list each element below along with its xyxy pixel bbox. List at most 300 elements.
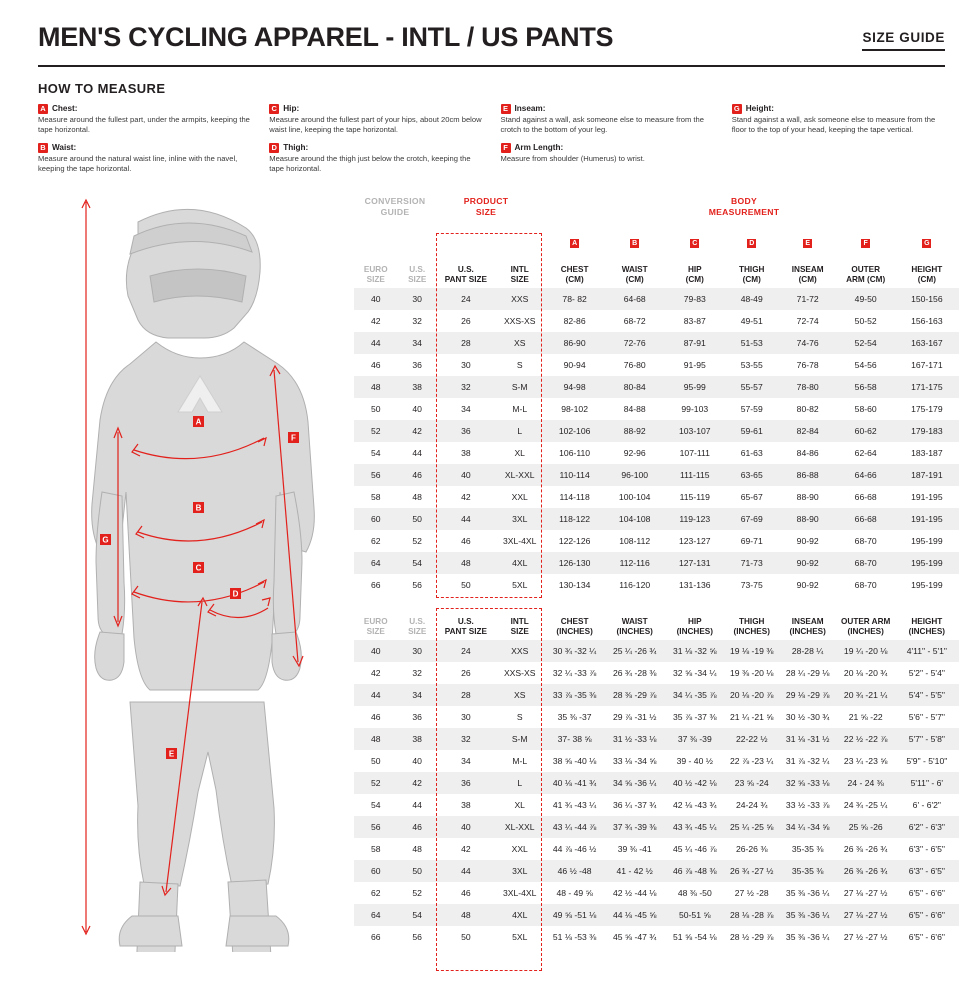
how-to-measure-heading: HOW TO MEASURE (38, 81, 166, 96)
table-cell: 60 (354, 860, 398, 882)
measure-label-thigh: Thigh: (283, 142, 309, 152)
table-cell: 52-54 (837, 332, 895, 354)
table-cell: 5'4" - 5'5" (895, 684, 959, 706)
letter-badge-c: C (269, 104, 279, 114)
table-cell: 48 (437, 904, 495, 926)
table-cell: 6' - 6'2" (912, 799, 941, 810)
table-row (354, 552, 959, 574)
col-intl-size: INTL SIZE (510, 265, 529, 285)
table-cell: S-M (495, 376, 545, 398)
table-cell: 71-73 (725, 552, 779, 574)
table-cell: 28 (437, 684, 495, 706)
table-cell: 96-100 (605, 464, 665, 486)
table-cell: 50 (370, 755, 381, 766)
size-tables (350, 192, 959, 957)
table-cell: XS (495, 332, 545, 354)
table-cell: 58-60 (854, 403, 877, 414)
table-cell: 67-69 (725, 508, 779, 530)
table-cell: 26 (461, 315, 471, 326)
size-guide-label: SIZE GUIDE (862, 30, 945, 51)
table-cell: 41 - 42 ½ (605, 860, 665, 882)
table-row (354, 926, 959, 948)
table-cell: 66-68 (837, 508, 895, 530)
table-cell: 50-51 ⅝ (665, 904, 725, 926)
col-chest-cm: CHEST (CM) (560, 265, 589, 285)
table-cell: 106-110 (559, 447, 591, 458)
table-cell: 56-58 (837, 376, 895, 398)
table-cell: 95-99 (665, 376, 725, 398)
svg-text:F: F (291, 433, 296, 443)
table-cell: 90-92 (779, 552, 837, 574)
table-cell: 123-127 (679, 535, 711, 546)
col-outer-arm-cm: OUTER ARM (CM) (846, 265, 886, 285)
letter-badge-f: F (501, 143, 511, 153)
table-cell: 150-156 (895, 288, 959, 310)
table-cell: 37 ⅜ -39 (665, 728, 725, 750)
table-cell: 42 (461, 843, 471, 854)
table-row (354, 442, 959, 464)
col-waist-cm: WAIST (CM) (621, 265, 648, 285)
table-cell: 156-163 (911, 315, 943, 326)
table-cell: 27 ⅛ -27 ½ (843, 887, 888, 898)
table-cell: 5XL (512, 931, 528, 942)
table-cell: 37 ¾ -39 ⅜ (605, 816, 665, 838)
table-cell: 28 (437, 332, 495, 354)
table-cell: 45 ¼ -46 ⅞ (673, 843, 717, 854)
table-cell: 40 ⅛ -41 ¾ (545, 772, 605, 794)
table-cell: 33 ⅞ -35 ⅜ (545, 684, 605, 706)
table-cell: 30 (461, 359, 471, 370)
measure-item-chest (38, 104, 251, 136)
table-cell: 46 (461, 887, 471, 898)
table-cell: 39 ⅜ -41 (617, 843, 652, 854)
table-cell: 130-134 (558, 579, 591, 590)
table-cell: XXL (511, 843, 528, 854)
table-row (354, 816, 959, 838)
table-cell: 36 (437, 420, 495, 442)
table-cell: 57-59 (740, 403, 763, 414)
col-badge-b: B (632, 240, 638, 248)
table-cell: 72-76 (605, 332, 665, 354)
table-cell: 102-106 (545, 420, 605, 442)
table-cell: 62 (370, 887, 381, 898)
col-badge-d: D (749, 240, 755, 248)
table-cell: 56 (354, 464, 398, 486)
table-row (354, 772, 959, 794)
table-cell: 42 (461, 491, 471, 502)
table-cell: 6'5" - 6'6" (908, 931, 945, 942)
table-cell: 68-70 (854, 579, 877, 590)
page-header (0, 0, 979, 61)
table-cell: L (495, 420, 545, 442)
table-cell: 111-115 (665, 464, 725, 486)
table-cell: 44 (437, 860, 495, 882)
table-row (354, 310, 959, 332)
svg-text:B: B (195, 503, 202, 513)
table-cell: 35 ⅜ -37 (557, 711, 592, 722)
table-cell: 24 (437, 288, 495, 310)
table-cell: 35 ⅞ -37 ⅜ (673, 711, 717, 722)
table-cell: 62-64 (854, 447, 877, 458)
table-cell: 48 (412, 491, 422, 502)
col-intl-size-in: INTL SIZE (510, 617, 529, 637)
table-cell: 86-88 (779, 464, 837, 486)
col-badge-e: E (803, 239, 812, 248)
table-cm-wrapper (354, 232, 959, 596)
table-cell: S (516, 359, 523, 370)
table-cell: 33 ⅛ -34 ⅝ (612, 755, 657, 766)
table-cell: 58 (370, 843, 381, 854)
table-row (354, 904, 959, 926)
col-inseam-in: INSEAM (INCHES) (789, 617, 826, 637)
table-cell: 52 (412, 535, 422, 546)
table-cell: 94-98 (545, 376, 605, 398)
table-cell: 6'3" - 6'5" (895, 860, 959, 882)
table-cell: 79-83 (665, 288, 725, 310)
table-cell: XXS-XS (503, 315, 536, 326)
table-row (354, 486, 959, 508)
table-cell: 35-35 ⅜ (791, 843, 824, 854)
table-cell: XXS (495, 288, 545, 310)
table-cell: 26 ¾ -28 ⅜ (612, 667, 657, 678)
table-cell: 46 (461, 535, 471, 546)
table-cell: 44 (412, 447, 422, 458)
table-cell: 32 ¼ -33 ⅞ (552, 667, 597, 678)
table-cell: 87-91 (665, 332, 725, 354)
table-cell: 26 ⅜ -26 ¾ (837, 860, 895, 882)
table-cell: 61-63 (740, 447, 763, 458)
table-cell: 5'9" - 5'10" (906, 755, 948, 766)
table-cell: 27 ⅛ -27 ½ (837, 904, 895, 926)
table-cell: 46 (398, 816, 437, 838)
table-cell: 4XL (495, 904, 545, 926)
table-cell: 48 ⅜ -50 (677, 887, 712, 898)
table-cell: XL (514, 447, 525, 458)
table-cell: 29 ⅞ -31 ½ (612, 711, 657, 722)
table-cell: 48 (354, 728, 398, 750)
table-cell: 66-68 (854, 491, 877, 502)
table-cell: 25 ¼ -26 ¾ (605, 640, 665, 662)
table-cell: S (516, 711, 523, 722)
col-waist-in: WAIST (INCHES) (616, 617, 653, 637)
table-cell: 22-22 ½ (725, 728, 779, 750)
table-cell: 82-86 (563, 315, 586, 326)
table-cell: 36 (412, 711, 422, 722)
table-cell: 32 (437, 376, 495, 398)
table-cell: 60 (354, 508, 398, 530)
measure-text-chest: Measure around the fullest part, under the armpits, keeping the tape horizontal. (38, 115, 250, 135)
table-row (354, 464, 959, 486)
table-cell: 24 - 24 ⅜ (837, 772, 895, 794)
size-table-inches (354, 606, 959, 948)
table-cell: 44 (354, 332, 398, 354)
table-cell: 19 ⅜ -20 ⅛ (730, 667, 774, 678)
table-cell: 83-87 (683, 315, 706, 326)
svg-text:E: E (168, 749, 175, 759)
table-cell: 103-107 (665, 420, 725, 442)
table-cell: 19 ⅛ -19 ⅜ (725, 640, 779, 662)
table-cell: L (495, 772, 545, 794)
table-cell: 107-111 (679, 447, 710, 458)
table-cell: 78- 82 (545, 288, 605, 310)
table-cell: 64 (354, 904, 398, 926)
table-cell: 20 ⅛ -20 ⅞ (725, 684, 779, 706)
table-cell: 68-70 (854, 535, 877, 546)
measure-item-arm-length (501, 143, 714, 164)
table-cell: 58 (370, 491, 381, 502)
col-height-cm: HEIGHT (CM) (911, 265, 943, 285)
table-cell: 119-123 (665, 508, 725, 530)
table-cell: 49 ⅝ -51 ⅛ (545, 904, 605, 926)
table-cell: 42 ⅛ -43 ¾ (673, 799, 717, 810)
table-cell: 195-199 (911, 579, 943, 590)
table-row (354, 530, 959, 552)
table-cell: 42 (370, 667, 381, 678)
table-cell: 110-114 (545, 464, 605, 486)
table-cell: 46 (370, 711, 381, 722)
table-cell: 76-80 (623, 359, 646, 370)
table-cell: 43 ¾ -45 ¼ (665, 816, 725, 838)
letter-badge-e: E (501, 104, 511, 114)
table-cell: 43 ¼ -44 ⅞ (545, 816, 605, 838)
measure-text-inseam: Stand against a wall, ask someone else to measure from the crotch to the bottom of your leg. (500, 115, 704, 135)
table-cell: 69-71 (740, 535, 763, 546)
table-row (354, 288, 959, 310)
measure-column-2 (269, 104, 482, 182)
table-row (354, 794, 959, 816)
group-header-product-size: PRODUCT SIZE (463, 195, 509, 217)
table-cell: 72-74 (796, 315, 819, 326)
measure-item-height (732, 104, 945, 136)
col-thigh-cm: THIGH (CM) (739, 265, 765, 285)
table-cell: 48 - 49 ⅝ (556, 887, 593, 898)
table-row (354, 684, 959, 706)
table-cell: 36 (437, 772, 495, 794)
table-cell: 28 ⅜ -29 ⅞ (605, 684, 665, 706)
table-row (354, 398, 959, 420)
table-cell: 42 (370, 315, 381, 326)
table-cell: 104-108 (605, 508, 665, 530)
table-cell: 34 (461, 403, 471, 414)
table-cell: 26 ¾ -27 ½ (725, 860, 779, 882)
table-cell: 42 (398, 420, 437, 442)
measure-item-inseam (501, 104, 714, 136)
table-cell: 65-67 (740, 491, 763, 502)
table-cell: 30 ¾ -32 ¼ (545, 640, 605, 662)
table-row (354, 882, 959, 904)
table-cell: 175-179 (911, 403, 943, 414)
table-row (354, 574, 959, 596)
table-cell: 44 (437, 508, 495, 530)
table-cell: 46 (370, 359, 381, 370)
col-us-size: U.S. SIZE (408, 265, 427, 285)
table-cell: 4XL (495, 552, 545, 574)
table-cell: 40 (437, 816, 495, 838)
table-cell: 56 (412, 931, 422, 942)
table-cell: 31 ⅛ -31 ½ (779, 728, 837, 750)
table-cell: 90-94 (563, 359, 586, 370)
table-cell: 35 ⅜ -36 ¼ (779, 904, 837, 926)
table-cell: 35 ⅜ -36 ¼ (785, 931, 830, 942)
table-cell: 54 (370, 799, 381, 810)
col-hip-cm: HIP (CM) (685, 265, 704, 285)
table-cell: 38 (461, 447, 471, 458)
table-cell: 30 ½ -30 ¾ (785, 711, 830, 722)
table-cell: 6'3" - 6'5" (908, 843, 945, 854)
table-cell: 25 ¼ -25 ⅝ (725, 816, 779, 838)
table-cell: 48 (354, 376, 398, 398)
table-cell: 24 (437, 640, 495, 662)
table-cell: 5'7" - 5'8" (895, 728, 959, 750)
table-cell: 40 ½ -42 ⅛ (665, 772, 725, 794)
table-cell: 46 (398, 464, 437, 486)
letter-badge-row (354, 232, 959, 254)
table-cell: XS (495, 684, 545, 706)
table-cell: 24 ¾ -25 ¼ (843, 799, 888, 810)
how-to-measure-list (0, 104, 979, 182)
table-cell: 31 ⅛ -32 ⅝ (665, 640, 725, 662)
group-header-body-measurement: BODY MEASUREMENT (708, 195, 780, 217)
table-row (354, 376, 959, 398)
table-cell: 51 ⅛ -53 ⅜ (552, 931, 597, 942)
table-cell: 126-130 (545, 552, 605, 574)
table-cell: 46 ⅞ -48 ⅜ (665, 860, 725, 882)
table-cell: 55-57 (725, 376, 779, 398)
table-row (354, 640, 959, 662)
letter-badge-d: D (269, 143, 279, 153)
col-hip-in: HIP (INCHES) (676, 617, 713, 637)
table-cell: 68-72 (623, 315, 646, 326)
table-cell: XL-XXL (495, 464, 545, 486)
table-group-headers (354, 192, 959, 232)
measure-item-thigh (269, 143, 482, 175)
col-us-pant-size-in: U.S. PANT SIZE (444, 617, 487, 637)
measure-label-waist: Waist: (52, 142, 77, 152)
table-cell: 32 (437, 728, 495, 750)
table-cell: 5XL (512, 579, 528, 590)
table-cell: 191-195 (911, 491, 943, 502)
table-cell: XXL (511, 491, 528, 502)
table-cell: 88-92 (605, 420, 665, 442)
table-cell: 3XL-4XL (502, 887, 537, 898)
col-badge-g: G (924, 240, 930, 248)
table-cell: 36 ¼ -37 ¾ (612, 799, 657, 810)
table-cell: 100-104 (618, 491, 651, 502)
group-header-conversion: CONVERSION GUIDE (364, 195, 426, 217)
table-cell: 50 (398, 860, 437, 882)
table-cell: 50-52 (854, 315, 877, 326)
table-row (354, 508, 959, 530)
table-cell: 31 ½ -33 ⅛ (605, 728, 665, 750)
table-cell: 34 (461, 755, 471, 766)
table-cell: 62 (370, 535, 381, 546)
table-cell: 50 (398, 508, 437, 530)
measure-text-arm-length: Measure from shoulder (Humerus) to wrist. (500, 153, 645, 163)
main-content (0, 182, 979, 957)
table-cell: 34 (398, 332, 437, 354)
table-cell: 167-171 (911, 359, 943, 370)
letter-badge-g: G (732, 104, 742, 114)
table-cell: 26-26 ⅜ (735, 843, 768, 854)
table-cell: 40 (412, 755, 422, 766)
table-row (354, 728, 959, 750)
table-row (354, 706, 959, 728)
table-cell: 88-90 (779, 508, 837, 530)
table-cell: XL-XXL (495, 816, 545, 838)
table-cell: 38 ⅝ -40 ⅛ (552, 755, 597, 766)
table-cell: 20 ¾ -21 ¼ (837, 684, 895, 706)
table-cell: 34 ¼ -34 ⅝ (779, 816, 837, 838)
table-cell: 5'6" - 5'7" (908, 711, 945, 722)
rider-illustration (38, 192, 358, 952)
measure-text-waist: Measure around the natural waist line, inline with the navel, keeping the tape horizontal. (38, 153, 238, 174)
table-cell: 44 ⅛ -45 ⅝ (605, 904, 665, 926)
measure-text-height: Stand against a wall, ask someone else to measure from the floor to the top of your head, keeping the tape vertical. (731, 115, 936, 135)
table-cell: 60-62 (837, 420, 895, 442)
table-cell: 51 ⅝ -54 ⅛ (673, 931, 717, 942)
table-cell: 32 (412, 667, 422, 678)
measurement-figure (20, 192, 350, 957)
table-cell: M-L (512, 755, 528, 766)
table-cell: 86-90 (545, 332, 605, 354)
table-cell: XXS (495, 640, 545, 662)
table-cell: M-L (512, 403, 528, 414)
header-divider (38, 65, 945, 67)
table-cell: XXS-XS (503, 667, 536, 678)
table-cell: 118-122 (545, 508, 605, 530)
table-cell: 44 (354, 684, 398, 706)
table-cell: 45 ⅝ -47 ¾ (612, 931, 657, 942)
svg-text:G: G (102, 535, 109, 545)
table-cell: 29 ⅛ -29 ⅞ (779, 684, 837, 706)
measure-label-inseam: Inseam: (514, 103, 546, 113)
table-cell: 38 (398, 376, 437, 398)
table-cell: 26 ⅜ -26 ¾ (843, 843, 888, 854)
page-title: MEN'S CYCLING APPAREL - INTL / US PANTS (38, 22, 614, 52)
table-cell: 30 (398, 640, 437, 662)
table-cell: 191-195 (895, 508, 959, 530)
table-cell: 3XL (495, 508, 545, 530)
table-cell: 37- 38 ⅝ (545, 728, 605, 750)
table-row (354, 750, 959, 772)
table-cell: 28 ½ -29 ⅞ (730, 931, 774, 942)
table-cell: 34 (398, 684, 437, 706)
col-euro-size: EURO SIZE (363, 265, 388, 285)
table-cell: 73-75 (740, 579, 763, 590)
table-cell: 183-187 (911, 447, 943, 458)
table-cell: 26 (461, 667, 471, 678)
table-cell: 22 ⅞ -23 ¼ (730, 755, 774, 766)
table-cell: 19 ¼ -20 ⅛ (837, 640, 895, 662)
table-cell: 53-55 (740, 359, 763, 370)
table-row (354, 838, 959, 860)
table-cell: 46 ½ -48 (545, 860, 605, 882)
table-cell: 38 (398, 728, 437, 750)
svg-text:D: D (232, 589, 239, 599)
table-cell: 50 (461, 931, 471, 942)
table-cell: 56 (354, 816, 398, 838)
table-cell: 30 (398, 288, 437, 310)
measure-column-4 (732, 104, 945, 182)
letter-badge-a: A (38, 104, 48, 114)
table-cell: 64 (354, 552, 398, 574)
table-cell: 3XL (495, 860, 545, 882)
table-cell: 82-84 (779, 420, 837, 442)
col-badge-a: A (572, 240, 578, 248)
table-cell: 27 ½ -28 (734, 887, 769, 898)
table-cell: 64-68 (605, 288, 665, 310)
table-cell: 35-35 ⅜ (779, 860, 837, 882)
